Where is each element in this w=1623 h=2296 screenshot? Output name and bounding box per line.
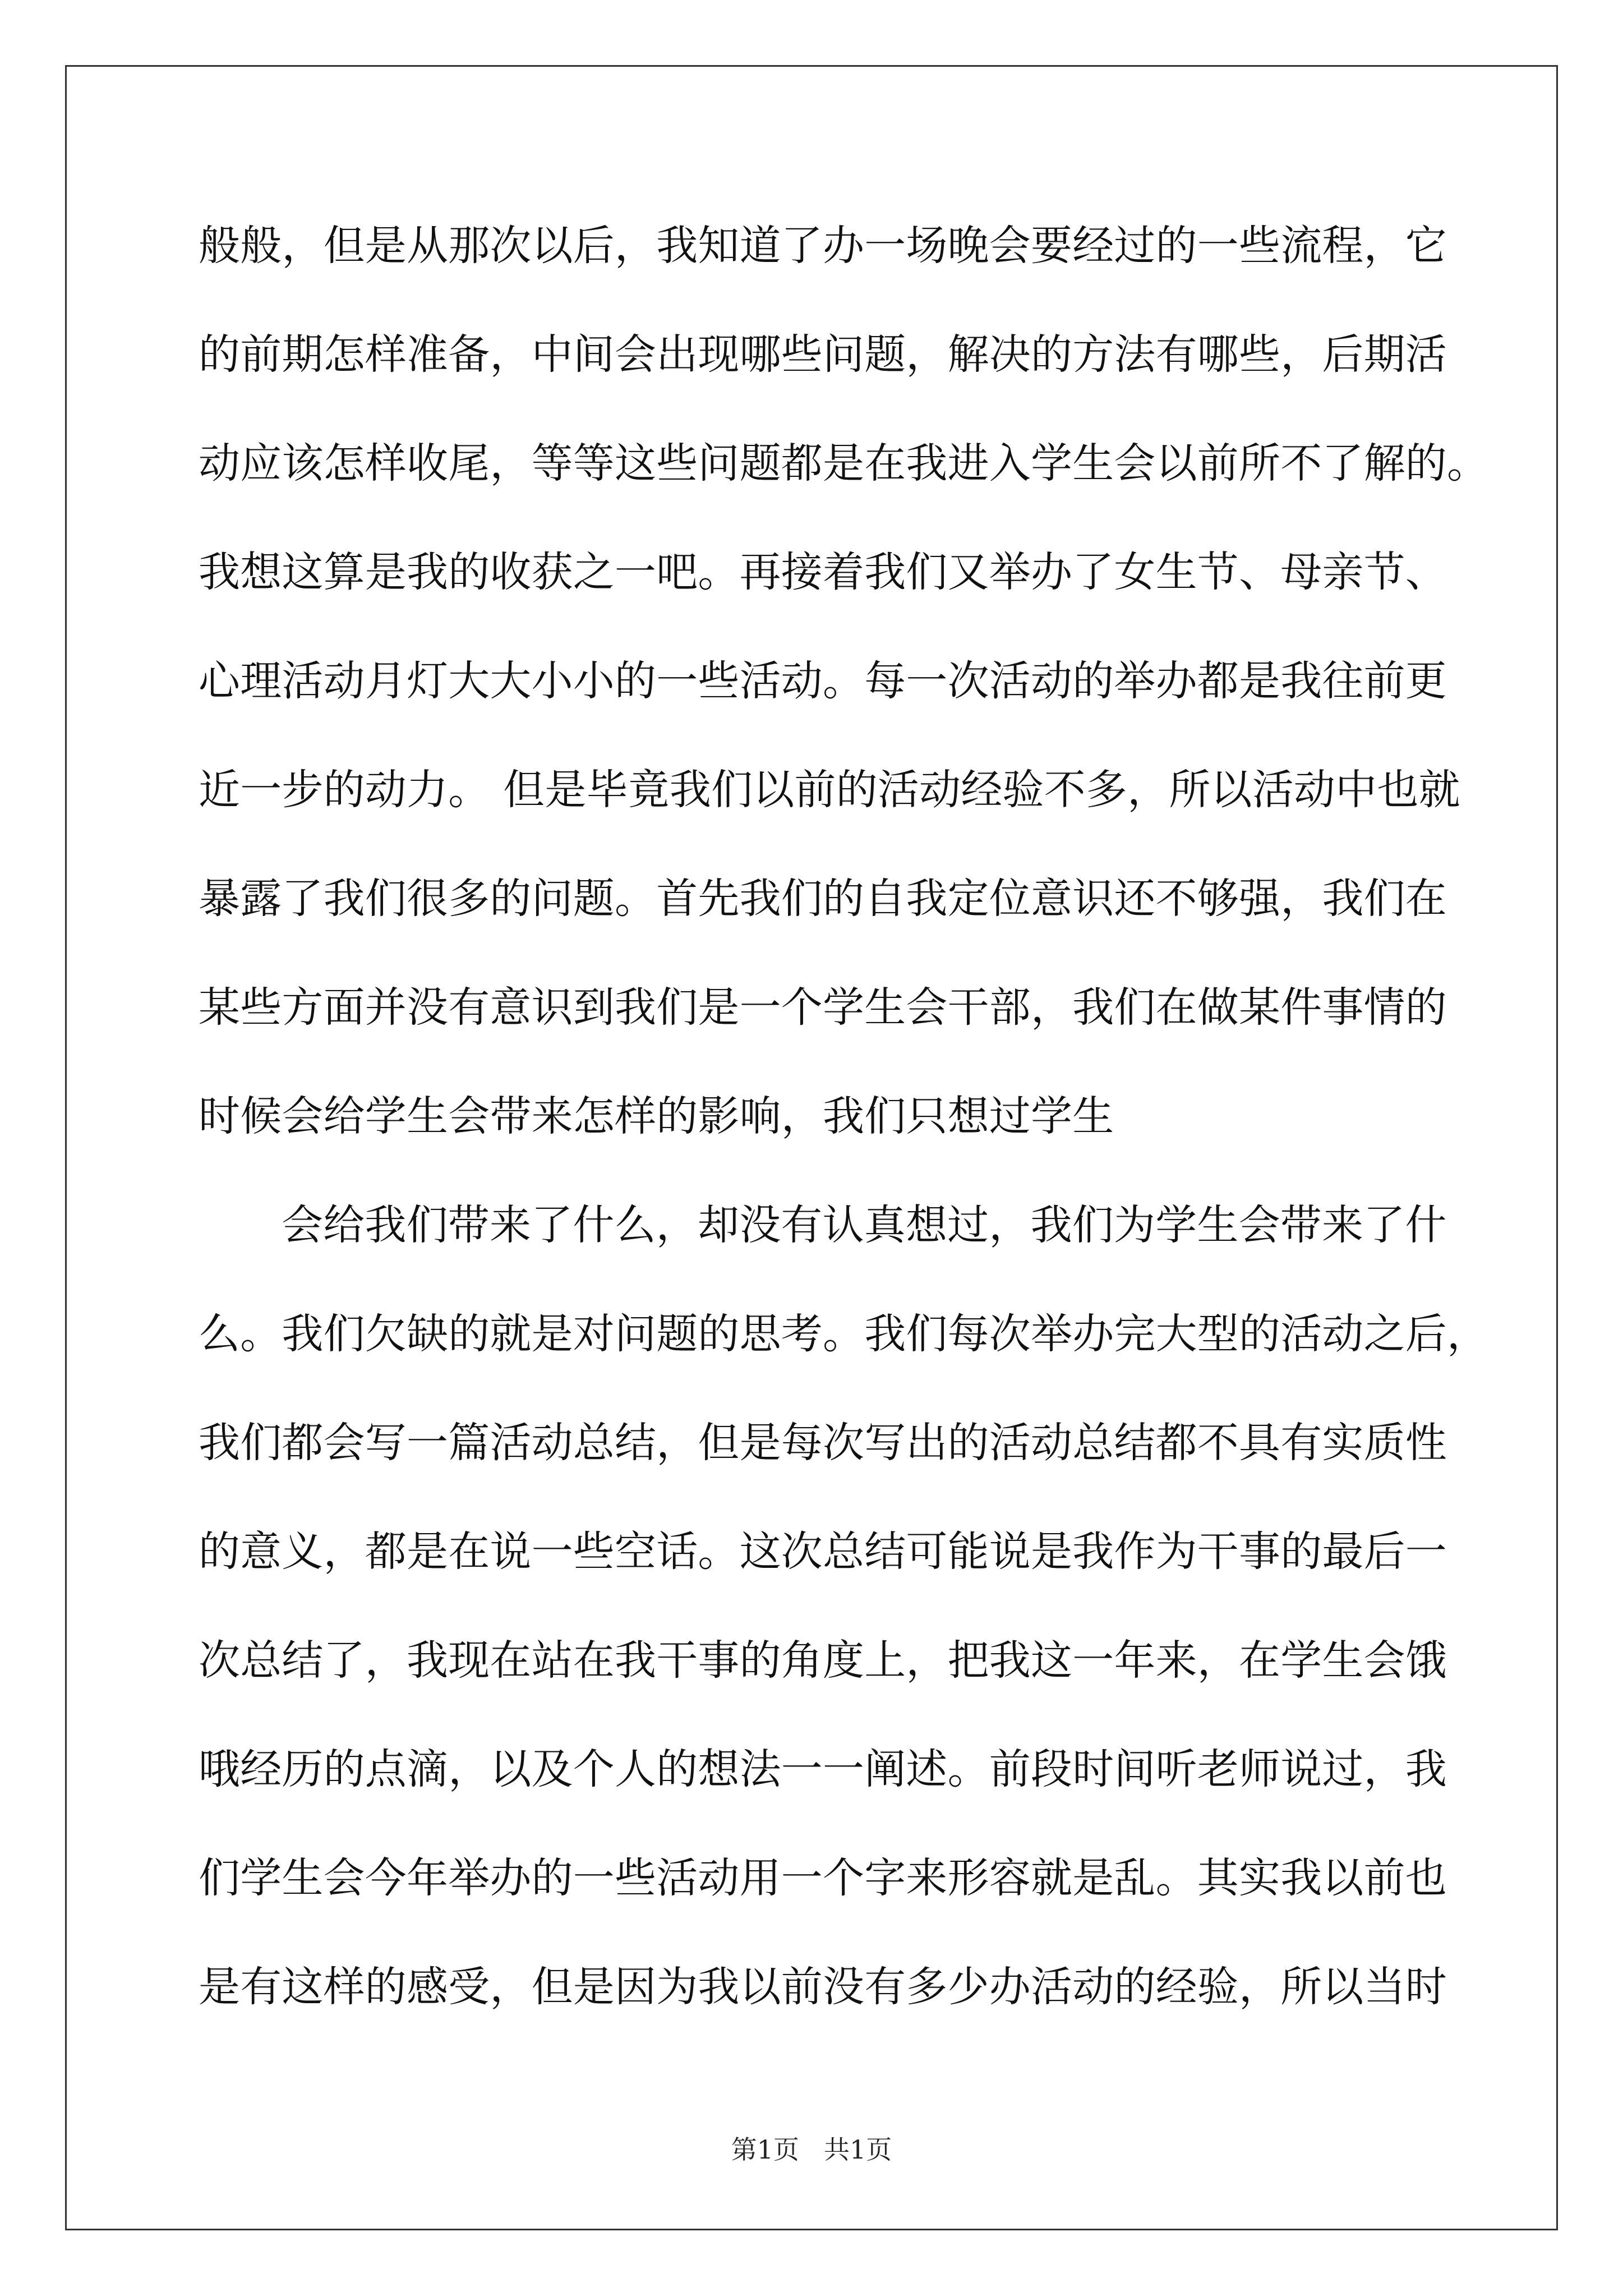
page-total: 共1页 [823, 2134, 892, 2165]
text-line: 的前期怎样准备，中间会出现哪些问题，解决的方法有哪些，后期活 [199, 330, 1447, 379]
text-line: 哦经历的点滴，以及个人的想法一一阐述。前段时间听老师说过，我 [199, 1745, 1447, 1793]
text-line: 次总结了，我现在站在我干事的角度上，把我这一年来，在学生会饿 [199, 1636, 1447, 1685]
text-line: 么。我们欠缺的就是对问题的思考。我们每次举办完大型的活动之后， [199, 1310, 1489, 1358]
text-line: 某些方面并没有意识到我们是一个学生会干部，我们在做某件事情的 [199, 983, 1447, 1032]
text-line: 动应该怎样收尾，等等这些问题都是在我进入学生会以前所不了解的。 [199, 439, 1489, 487]
page-number: 第1页 [731, 2134, 800, 2165]
text-line: 们学生会今年举办的一些活动用一个字来形容就是乱。其实我以前也 [199, 1854, 1447, 1902]
text-line: 般般，但是从那次以后，我知道了办一场晚会要经过的一些流程，它 [199, 222, 1447, 270]
text-line: 是有这样的感受，但是因为我以前没有多少办活动的经验，所以当时 [199, 1963, 1447, 2011]
text-line: 近一步的动力。 但是毕竟我们以前的活动经验不多，所以活动中也就 [199, 766, 1460, 814]
text-line: 暴露了我们很多的问题。首先我们的自我定位意识还不够强，我们在 [199, 875, 1447, 923]
text-line: 心理活动月灯大大小小的一些活动。每一次活动的举办都是我往前更 [199, 657, 1447, 705]
page-footer [0, 2133, 1623, 2166]
text-line: 的意义，都是在说一些空话。这次总结可能说是我作为干事的最后一 [199, 1527, 1447, 1576]
document-body [199, 206, 1489, 2056]
paragraph-start-line: 会给我们带来了什么，却没有认真想过，我们为学生会带来了什 [282, 1201, 1447, 1249]
text-line: 时候会给学生会带来怎样的影响，我们只想过学生 [199, 1092, 1114, 1140]
text-line: 我们都会写一篇活动总结，但是每次写出的活动总结都不具有实质性 [199, 1419, 1447, 1467]
text-line: 我想这算是我的收获之一吧。再接着我们又举办了女生节、母亲节、 [199, 548, 1447, 596]
